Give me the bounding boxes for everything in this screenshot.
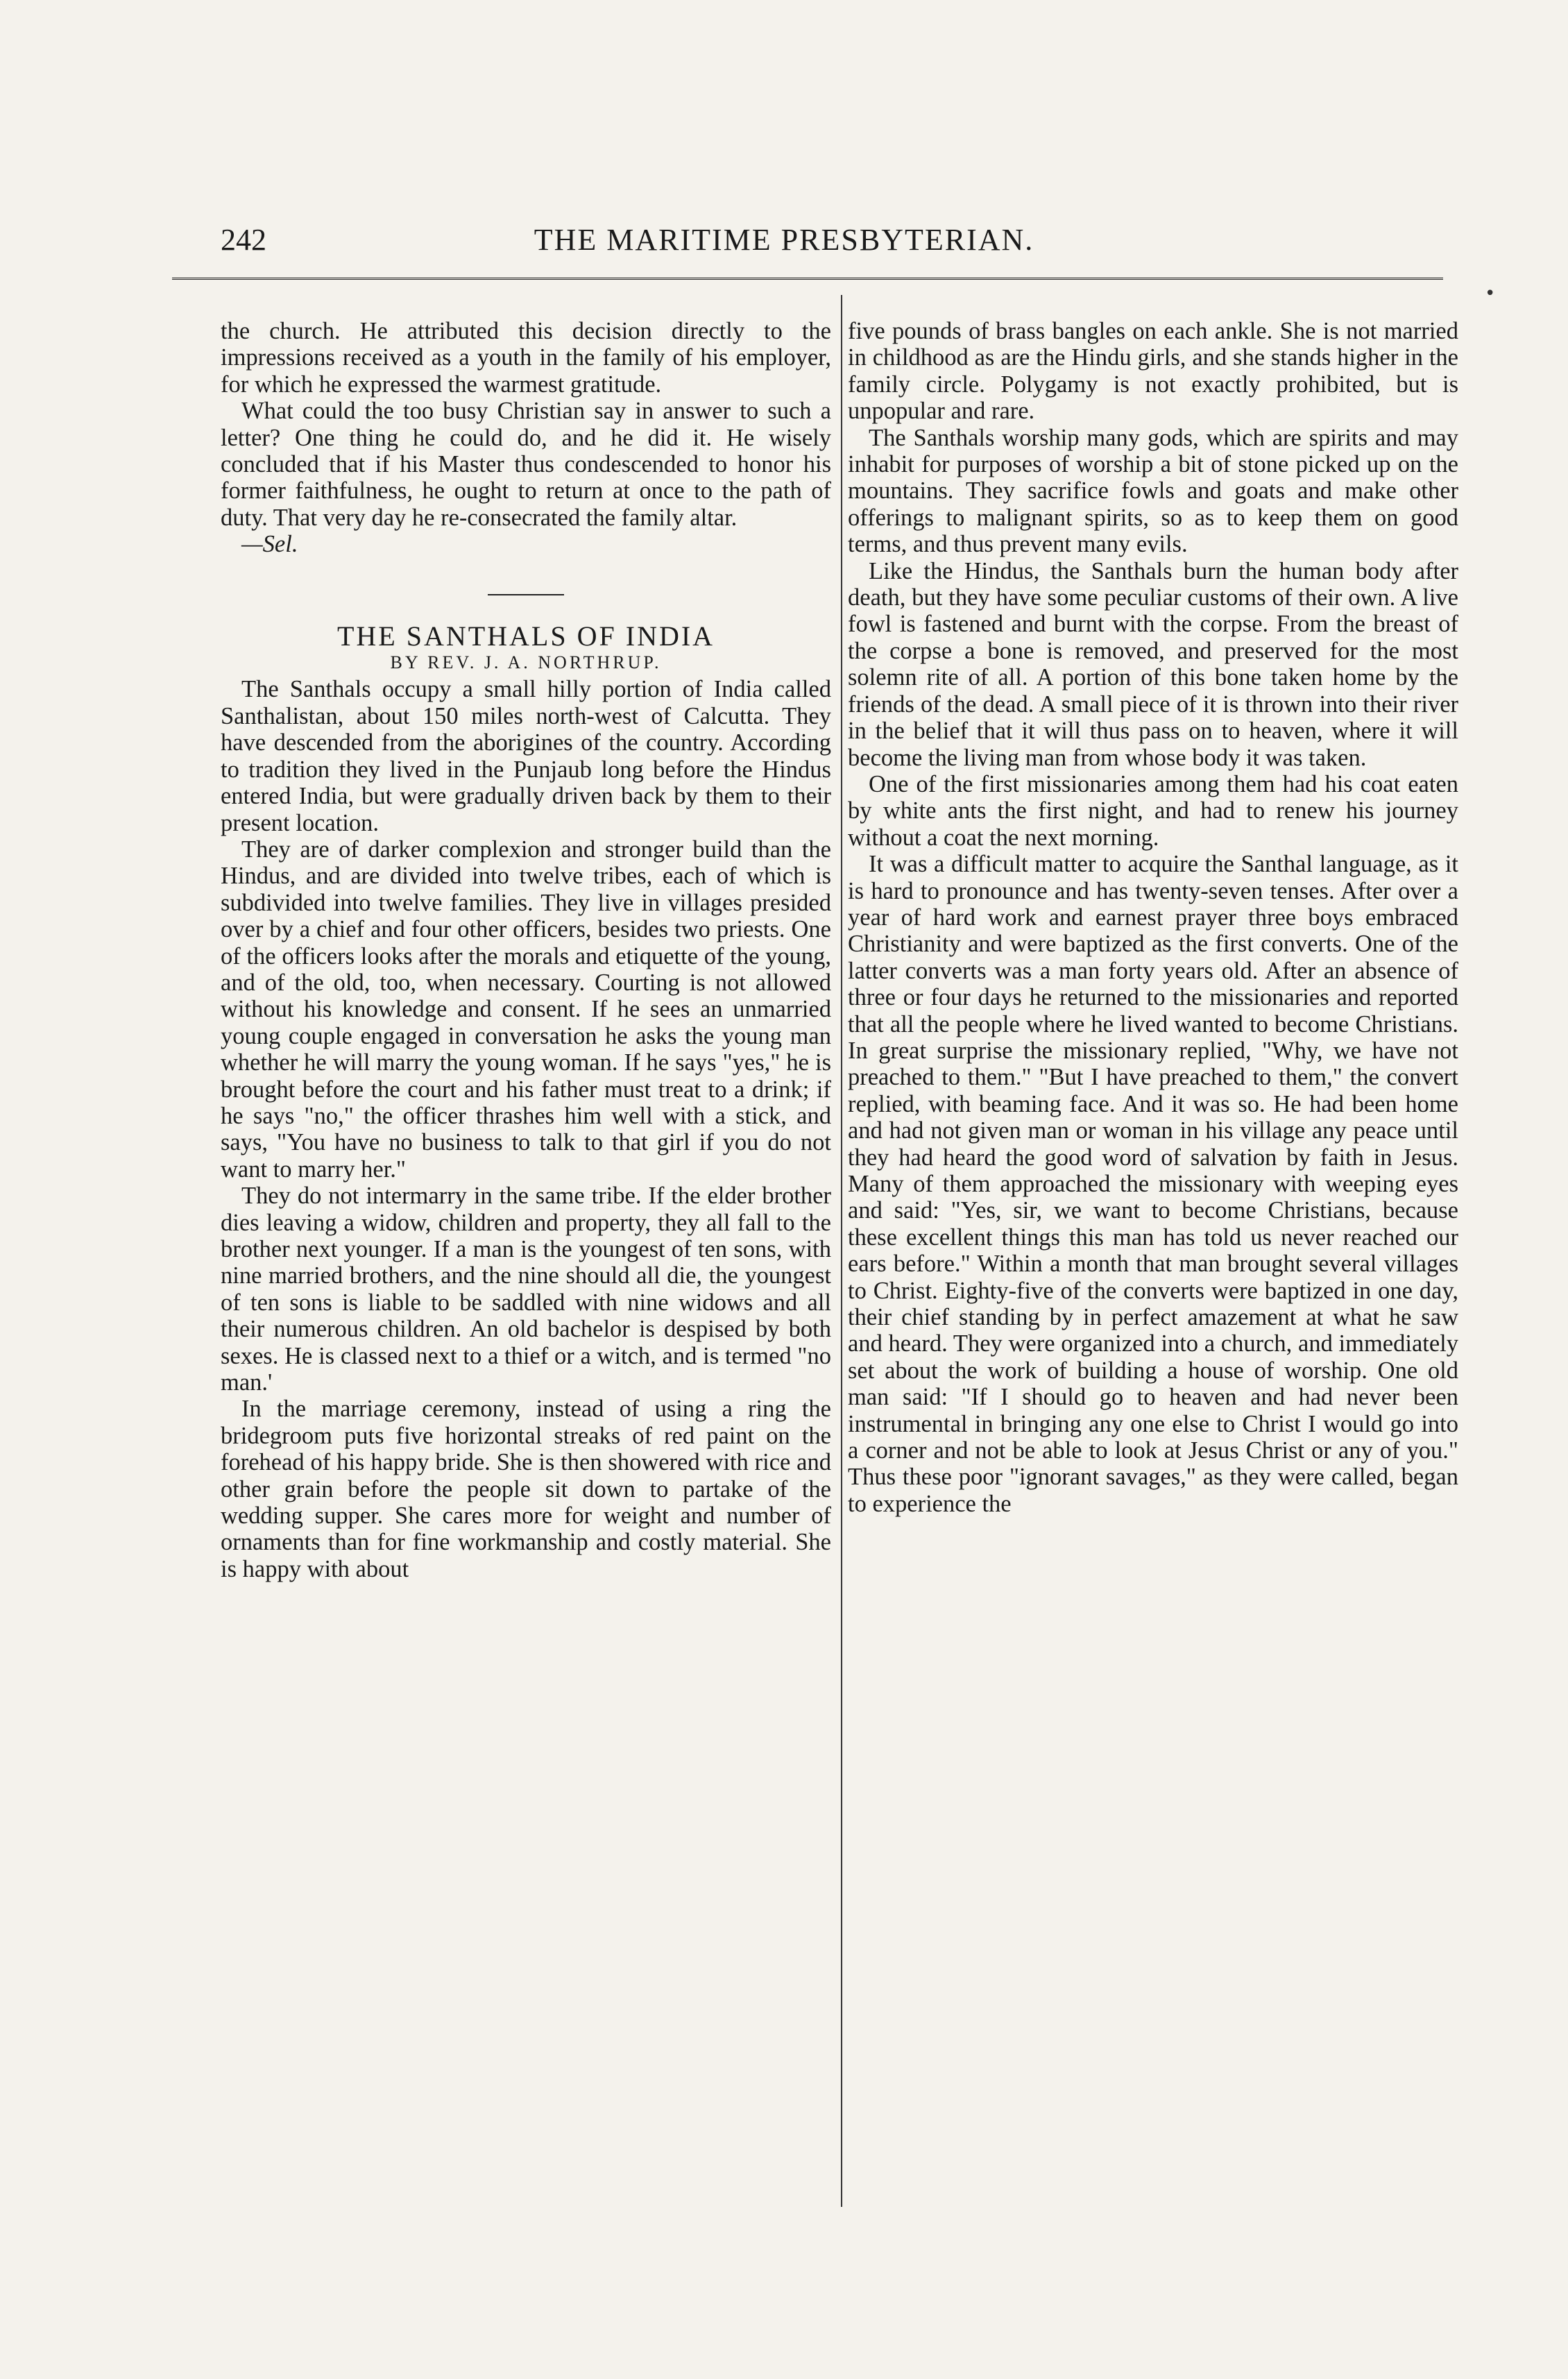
article-paragraph: Like the Hindus, the Santhals burn the human body after death, but they have some peculiar customs of their own. A live fowl is fastened and burnt with the corpse. From the breast of the corpse a bone is removed, and preserved for the most solemn rite of all. A portion of this bone taken home by the friends of the dead. A small piece of it is thrown into their river in the belief that it will thus pass on to heaven, where it will become the living man from whose body it was taken. xyxy=(848,557,1458,771)
margin-mark: • xyxy=(1485,283,1496,304)
article-paragraph: They do not intermarry in the same tribe. If the elder brother dies leaving a widow, children and property, they all fall to the brother next younger. If a man is the youngest of ten sons, with nine married brothers, and the nine should all die, the youngest of ten sons is liable to be saddled with nine widows and all their numerous children. An old bachelor is despised by both sexes. He is classed next to a thief or a witch, and is termed "no man.' xyxy=(221,1183,831,1396)
left-column xyxy=(221,318,831,1582)
section-divider xyxy=(488,594,564,595)
running-title: THE MARITIME PRESBYTERIAN. xyxy=(534,223,1034,257)
right-column xyxy=(848,318,1458,1517)
article-paragraph: In the marriage ceremony, instead of using a ring the bridegroom puts five horizontal streaks of red paint on the forehead of his happy bride. She is then showered with rice and other grain before the people sit down to partake of the wedding supper. She cares more for weight and number of ornaments than for fine workmanship and costly material. She is happy with about xyxy=(221,1396,831,1582)
article-paragraph: It was a difficult matter to acquire the Santhal language, as it is hard to pronounce and has twenty-seven tenses. After over a year of hard work and earnest prayer three boys embraced Christianity and were baptized as the first converts. One of the latter converts was a man forty years old. After an absence of three or four days he returned to the missionaries and reported that all the people where he lived wanted to become Christians. In great surprise the missionary replied, "Why, we have not preached to them." "But I have preached to them," the convert replied, with beaming face. And it was so. He had been home and had not given man or woman in his village any peace until they had heard the good word of salvation by faith in Jesus. Many of them approached the missionary with weeping eyes and said: "Yes, sir, we want to become Christians, because these excellent things this man has told us never reached our ears before." Within a month that man brought several villages to Christ. Eighty-five of the converts were baptized in one day, their chief standing by in perfect amazement at what he saw and heard. They were organized into a church, and immediately set about the work of building a house of worship. One old man said: "If I should go to heaven and had never been instrumental in bringing any one else to Christ I would go into a corner and not be able to look at Jesus Christ or any of you." Thus these poor "ignorant savages," as they were called, began to experience the xyxy=(848,851,1458,1517)
carryover-paragraph: What could the too busy Christian say in answer to such a letter? One thing he could do, and he did it. He wisely concluded that if his Master thus condescended to honor his former faithfulness, he ought to return at once to the path of duty. That very day he re-consecrated the family altar. xyxy=(221,398,831,531)
carryover-paragraph: the church. He attributed this decision directly to the impressions received as a youth in the family of his employer, for which he expressed the warmest gratitude. xyxy=(221,318,831,398)
article-paragraph: five pounds of brass bangles on each ankle. She is not married in childhood as are the Hindu girls, and she stands higher in the family circle. Polygamy is not exactly prohibited, but is unpopular and rare. xyxy=(848,318,1458,425)
column-divider xyxy=(841,295,842,2207)
article-title: THE SANTHALS OF INDIA xyxy=(336,620,715,652)
header-rule xyxy=(172,278,1443,280)
page-number: 242 xyxy=(221,223,266,257)
article-byline: BY REV. J. A. NORTHRUP. xyxy=(390,652,662,673)
article-paragraph: The Santhals worship many gods, which are spirits and may inhabit for purposes of worship a bit of stone picked up on the mountains. They sacrifice fowls and goats and make other offerings to malignant spirits, so as to keep them on good terms, and thus prevent many evils. xyxy=(848,424,1458,558)
signature: —Sel. xyxy=(241,531,298,558)
article-paragraph: The Santhals occupy a small hilly portion of India called Santhalistan, about 150 miles north-west of Calcutta. They have descended from the aborigines of the country. According to tradition they lived in the Punjaub long before the Hindus entered India, but were gradually driven back by them to their present location. xyxy=(221,676,831,836)
article-paragraph: One of the first missionaries among them had his coat eaten by white ants the first night, and had to renew his journey without a coat the next morning. xyxy=(848,770,1458,851)
article-paragraph: They are of darker complexion and stronger build than the Hindus, and are divided into twelve tribes, each of which is subdivided into twelve families. They live in villages presided over by a chief and four other officers, besides two priests. One of the officers looks after the morals and etiquette of the young, and of the old, too, when necessary. Courting is not allowed without his knowledge and consent. If he sees an unmarried young couple engaged in conversation he asks the young man whether he will marry the young woman. If he says "yes," he is brought before the court and his father must treat to a drink; if he says "no," the officer thrashes him well with a stick, and says, "You have no business to talk to that girl if you do not want to marry her." xyxy=(221,836,831,1183)
